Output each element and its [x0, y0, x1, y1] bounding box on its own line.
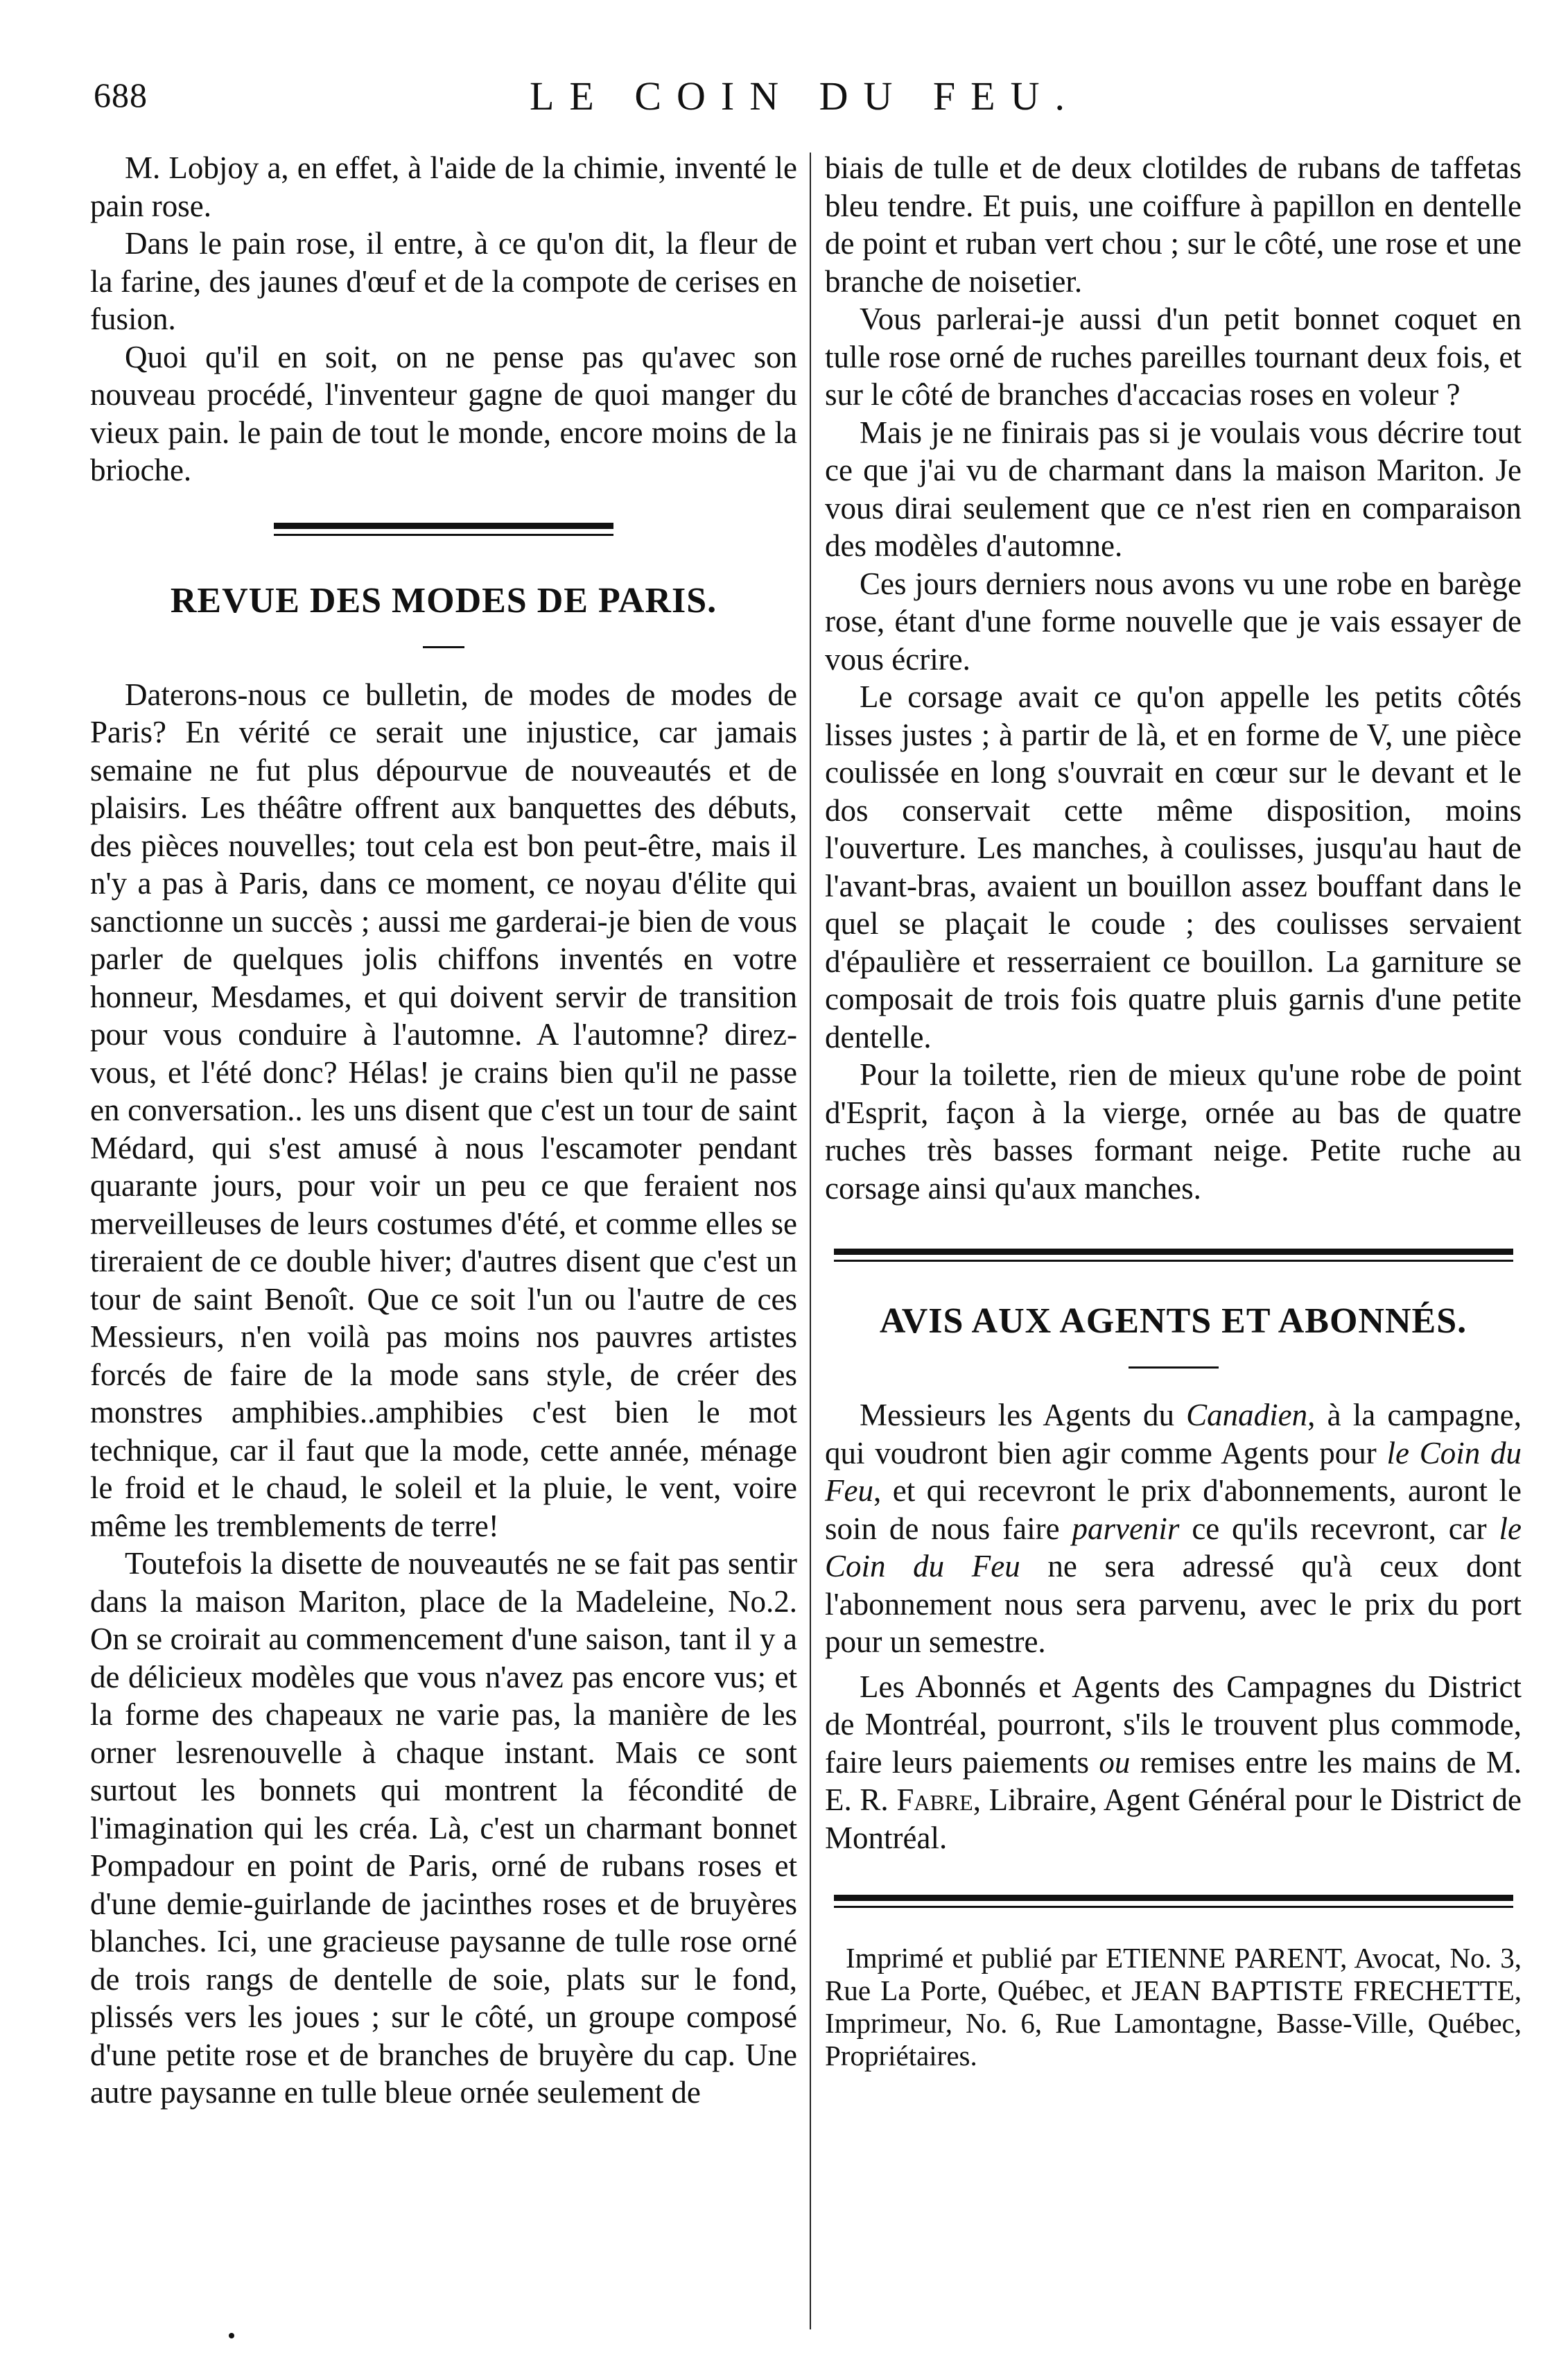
- bottom-mark: [229, 2333, 234, 2338]
- running-title: LE COIN DU FEU.: [530, 73, 1080, 119]
- intro-paragraph: Quoi qu'il en soit, on ne pense pas qu'avec son nouveau procédé, l'inventeur gagne de quoi manger du vieux pain. le pain de tout le monde, encore moins de la brioche.: [90, 339, 797, 487]
- intro-paragraph: M. Lobjoy a, en effet, à l'aide de la chimie, inventé le pain rose.: [90, 150, 797, 223]
- title-underline: [423, 646, 464, 648]
- article-paragraph: Le corsage avait ce qu'on appelle les petits côtés lisses justes ; à partir de là, et en forme de V, une pièce coulissée en long s'ouvrait en cœur sur le devant et le dos conservait cette même disposition, moins l'ouverture. Les manches, à coulisses, jusqu'au haut de l'avant-bras, avaient un bouillon assez bouffant dans le quel se plaçait le coude ; des coulisses servaient d'épaulière et resserraient ce bouillon. La garniture se composait de trois fois quatre pluis garnis d'une petite dentelle.: [825, 679, 1522, 1054]
- imprint-divider-rule: [834, 1895, 1513, 1916]
- article-paragraph: Ces jours derniers nous avons vu une robe en barège rose, étant d'une forme nouvelle que je vais essayer de vous écrire.: [825, 566, 1522, 677]
- notice-text: ce qu'ils recevront, car: [1179, 1511, 1499, 1546]
- notice-text: , Libraire, Agent Général pour le District de Montréal.: [825, 1782, 1522, 1855]
- newspaper-name-canadien: Canadien: [1186, 1398, 1308, 1432]
- notice-title-underline: [1129, 1366, 1219, 1369]
- section-divider-rule: [274, 523, 613, 544]
- notice-text: Les Abonnés et Agents des Campagnes du District de Montréal, pourront, s'ils le trouvent plus commode, faire leurs paiements: [825, 1669, 1522, 1780]
- article-continuation: biais de tulle et de deux clotildes de rubans de taffetas bleu tendre. Et puis, une coiffure à papillon en dentelle de point et ruban vert chou ; sur le côté, une rose et une branche de noisetier.: [825, 150, 1522, 299]
- notice-text: ne sera adressé qu'à ceux dont l'abonnement nous sera parvenu, avec le prix du port pour un semestre.: [825, 1549, 1522, 1659]
- article-paragraph: Daterons-nous ce bulletin, de modes de modes de Paris? En vérité ce serait une injustice, car jamais semaine ne fut plus dépourvue de nouveautés et de plaisirs. Les théâtre offrent aux banquettes des débuts, des pièces nouvelles; tout cela est bon peut-être, mais il n'y a pas à Paris, dans ce moment, ce noyau d'élite qui sanctionne un succès ; aussi me garderai-je bien de vous parler de quelques jolis chiffons inventés en votre honneur, Mesdames, et qui doivent servir de transition pour vous conduire à l'automne. A l'automne? direz-vous, et l'été donc? Hélas! je crains bien qu'il ne passe en conversation.. les uns disent que c'est un tour de saint Médard, qui s'est amusé à nous l'escamoter pendant quarante jours, pour voir un peu ce que feraient nos merveilleuses de leurs costumes d'été, et comme elles se tireraient de ce double hiver; d'autres disent que c'est un tour de saint Benoît. Que ce soit l'un ou l'autre de ces Messieurs, n'en voilà pas moins nos pauvres artistes forcés de faire de la mode sans style, de créer des monstres amphibies..amphibies c'est bien le mot technique, car il faut que la mode, cette année, ménage le froid et le chaud, le soleil et la pluie, le vent, voire même les tremblements de terre!: [90, 677, 797, 1543]
- intro-paragraph: Dans le pain rose, il entre, à ce qu'on dit, la fleur de la farine, des jaunes d'œuf et de la compote de cerises en fusion.: [90, 226, 797, 336]
- column-divider: [810, 153, 811, 2329]
- notice-paragraph-subscribers: [825, 1668, 1522, 1857]
- notice-emphasis: parvenir: [1072, 1511, 1180, 1546]
- article-paragraph: Vous parlerai-je aussi d'un petit bonnet coquet en tulle rose orné de ruches pareilles tournant deux fois, et sur le côté de branches d'accacias roses en voleur ?: [825, 302, 1522, 412]
- notice-text: , à la campagne, qui voudront bien agir comme Agents pour: [825, 1398, 1522, 1470]
- notice-text: Messieurs les Agents du: [860, 1398, 1187, 1432]
- article-paragraph: Pour la toilette, rien de mieux qu'une robe de point d'Esprit, façon à la vierge, ornée au bas de quatre ruches très basses formant neige. Petite ruche au corsage ainsi qu'aux manches.: [825, 1057, 1522, 1206]
- newspaper-name-coin-du-feu: le Coin du Feu: [825, 1511, 1522, 1583]
- notice-divider-rule: [834, 1249, 1513, 1269]
- article-paragraph: Toutefois la disette de nouveautés ne se fait pas sentir dans la maison Mariton, place de la Madeleine, No.2. On se croirait au commencement d'une saison, tant il y a de délicieux modèles que vous n'avez pas encore vus; et la forme des chapeaux ne varie pas, la manière de les orner lesrenouvelle à chaque instant. Mais ce sont surtout les bonnets qui montrent la fécondité de l'imagination qui les créa. Là, c'est un charmant bonnet Pompadour en point de Paris, orné de rubans roses et d'une demie-guirlande de jacinthes roses et de bruyères blanches. Ici, une gracieuse paysanne de tulle rose orné de trois rangs de dentelle de soie, plats sur le fond, plissés vers les joues ; sur le côté, un groupe composé d'une petite rose et de branches de bruyère du cap. Une autre paysanne en tulle bleue ornée seulement de: [90, 1546, 797, 2110]
- right-column: [825, 149, 1522, 2072]
- notice-emphasis: ou: [1099, 1744, 1131, 1780]
- notice-text: remises entre les mains de M. E. R.: [825, 1744, 1522, 1817]
- agent-name-fabre: Fabre: [896, 1782, 973, 1817]
- section-title-revue: REVUE DES MODES DE PARIS.: [170, 580, 717, 620]
- page-number: 688: [94, 76, 148, 114]
- imprint-notice: Imprimé et publié par ETIENNE PARENT, Avocat, No. 3, Rue La Porte, Québec, et JEAN BAPTISTE FRECHETTE, Imprimeur, No. 6, Rue Lamontagne, Basse-Ville, Québec, Propriétaires.: [825, 1942, 1522, 2072]
- notice-paragraph-agents: [825, 1396, 1522, 1661]
- newspaper-name-coin-du-feu: le Coin du Feu: [825, 1435, 1522, 1508]
- notice-text: , et qui recevront le prix d'abonnements, auront le soin de nous faire: [825, 1473, 1522, 1546]
- notice-title: AVIS AUX AGENTS ET ABONNÉS.: [879, 1301, 1467, 1341]
- article-paragraph: Mais je ne finirais pas si je voulais vous décrire tout ce que j'ai vu de charmant dans la maison Mariton. Je vous dirai seulement que ce n'est rien en comparaison des modèles d'automne.: [825, 415, 1522, 563]
- page-header: [0, 0, 1568, 132]
- left-column: [90, 149, 797, 2112]
